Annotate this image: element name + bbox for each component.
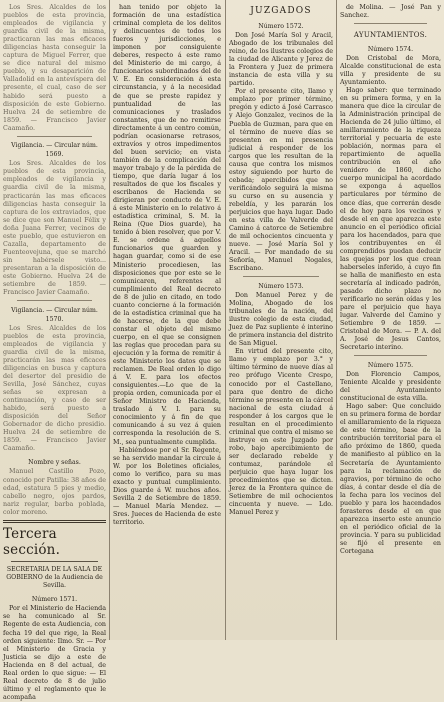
- section-rule: [3, 520, 106, 524]
- section-heading: JUZGADOS: [250, 6, 312, 16]
- notice-text: Por el Ministerio de Hacienda se ha comunicado al Sr. Regente de esta Audiencia, con fecha 19 del que rige, la Real orden siguiente: Ilmo. Sr. — Por el Ministerio de Gracia y Justicia se dijo a este de Hacienda en 8 del actual, de Real orden lo que sigue: — El Real decreto de 8 de julio último y el reglamento que le acompaña: [3, 605, 106, 701]
- notice-text: Don Florencio Campos, Teniente Alcalde y presidente del Ayuntamiento constitucional de esta villa.: [340, 371, 441, 403]
- notice-text: Los Sres. Alcaldes de los pueblos de esta provincia, empleados de vigilancia y guardia civil de la misma, practicarán las mas eficaces diligencias hasta conseguir la captura de los extraviados, que se dice que son Manuel Félix y doña Juana Ferrer, vecinos de este pueblo, que estuvieron en Cazalla, departamento de Fuenteovejuna, que se marchó sin habérsele visto... presentaran a la disposición de este Gobierno. Huelva 24 de setiembre de 1859. — Francisco Javier Caamaño.: [3, 160, 106, 297]
- notice-number: Número 1571.: [31, 596, 78, 604]
- notice-text: de Molina. — José Pan y Sanchez.: [340, 4, 441, 20]
- section-title: Tercera sección.: [3, 526, 61, 559]
- notice-text: Don Manuel Perez y de Molina, Abogado de los tribunales de la nación, del ilustre colegio de esta ciudad, Juez de Paz supliente é interino de primera instancia del distrito de San Miguel.: [229, 292, 333, 348]
- column-divider: [225, 0, 226, 640]
- circular-title: Vigilancia. — Circular núm. 1569.: [11, 142, 98, 159]
- notice-text: han tenido por objeto la formación de una estadística criminal completa de los delitos y delincuentes de todos los fueros y jurisdicciones, e imponen por consiguiente deberes, respecto á este ramo del Ministerio de mi cargo, á funcionarios subordinados del de V. E. En consideración á esta circunstancia, y á la necesidad de que se preste rapidez y puntualidad de las comunicaciones y traslados constantes, que de no remitirse directamente á un centro común, podrían ocasionarse retrasos, extravíos y otros impedimentos del buen servicio; en vista también de la complicación del mayor trabajo y de la pérdida de tiempo, que daría lugar á los resultados de que los fiscales y escribanos de Hacienda se dirigieran por conducto de V. E. á este Ministerio en lo relativo á estadística criminal, S. M. la Reina (Que Dios guarde), ha tenido á bien resolver, que por V. E. se ordene á aquellos funcionarios que guarden y hagan guardar, como si de ese Ministerio procediesen, las disposiciones que por este se le comunicaren, referentes al cumplimiento del Real decreto de 8 de julio en citado, en todo cuanto concierne á la formación de la estadística criminal que ha de hacerse, de la que debe constar el objeto del mismo cuerpo, en el que se consignen las reglas que procedan para su ejecución y la forma de remitir á este Ministerio los datos que se reclamen. De Real orden lo digo á V. E. para los efectos consiguientes.—Lo que de la propia orden, comunicada por el Señor Ministro de Hacienda, traslado á V. I. para su conocimiento y á fin de que comunicando á su vez á quien corresponda la resolución de S. M., sea puntualmente cumplida.: [113, 4, 221, 446]
- notice-text: Hago saber: Que concluido en su primera forma de bordar el amillaramiento de la riqueza de este término, base de la contribución territorial para el año próximo de 1860, queda de manifiesto al público en la Secretaría de Ayuntamiento para la reclamación de agravios, por término de ocho días, á contar desde el día de la fecha para los vecinos del pueblo y para los hacendados forasteros desde el en que aparezca inserto este anuncio en el periódico oficial de la provincia. Y para su publicidad se fijó el presente en Cortegana: [340, 403, 441, 556]
- separator: [17, 300, 92, 301]
- notice-text: Manuel Castillo Pozo, conocido por Patilla: 38 años de edad, estatura 5 pies y medio, cabello negro, ojos pardos, nariz regular, barba poblada, color moreno.: [3, 468, 106, 516]
- circular-title: Vigilancia. — Circular núm. 1570.: [11, 306, 98, 323]
- notice-text: Hago saber: que terminado en su primera forma, y en la manera que dice la circular de la Administración principal de Hacienda de 24 julio último, el amillaramiento de la riqueza territorial y pecuaria de este población, normas para el repartimiento de aquella contribución en el año venidero de 1860, dicho cuerpo municipal ha acordado se exponga á aquellos particulares por término de once días, que correrán desde el de hoy para los vecinos y desde el en que aparezca este anuncio en el periódico oficial para los hacendados, para que los contribuyentes en él comprendidos puedan deducir las quejas por los que crean haberseles inferido, á cuyo fin se halla de manifiesto en esta secretaría al indicado padrón, pasado dicho plazo no verificarlo no serán oídas y les pare el perjuicio que haya lugar. Valverde del Camino y Setiembre 9 de 1859. — Cristobal de Mora. — P. A. del A. José de Jesus Cantos, Secretario interino.: [340, 86, 441, 352]
- notice-text: Los Sres. Alcaldes de los pueblos de esta provincia, empleados de vigilancia y guardia civil de la misma, practicarán las mas eficaces diligencias en busca y captura del desertor del presidio de Sevilla, José Sánchez, cuyas señas se expresan a continuación, y caso de ser habido, será puesto a disposición del Señor Gobernador de dicho presidio. Huelva 24 de setiembre de 1859. — Francisco Javier Caamaño.: [3, 324, 106, 453]
- column-divider: [336, 0, 337, 640]
- notice-text: Don José María Sol y Aracil, Abogado de los tribunales del reino, de los ilustres colegios de la ciudad de Alicante y Jerez de la Frontera y Juez de primera instancia de esta villa y su partido.: [229, 32, 333, 88]
- secretaria-title: SECRETARIA DE LA SALA DE GOBIERNO de la Audiencia de Sevilla.: [6, 566, 103, 590]
- separator: [11, 561, 98, 562]
- section-heading: AYUNTAMIENTOS.: [353, 30, 428, 39]
- separator: [354, 23, 427, 24]
- column-1: [3, 4, 106, 701]
- notice-number: Número 1574.: [367, 45, 414, 53]
- column-divider: [109, 0, 110, 640]
- column-4: [340, 4, 441, 636]
- notice-text: Los Sres. Alcaldes de los pueblos de esta provincia, empleados de vigilancia y guardia civil de la misma, practicaran las mas eficaces diligencias hasta conseguir la captura de Miguel Ferrer, que se dice natural del mismo pueblo, y su desaparición de Valladolid en la antevíspera del presente, el cual, caso de ser habido será puesto a disposición de este Gobierno. Huelva 24 de setiembre de 1859. — Francisco Javier Caamaño.: [3, 4, 106, 132]
- column-3: [229, 4, 333, 636]
- notice-text: En virtud del presente cito, llamo y emplazo por 3.° y último término de nueve días al reo prófugo Vicente Crespo, conocido por el Castellano, para que dentro de dicho término se presente en la cárcel nacional de esta ciudad á responder á los cargos que le resultan en el procedimiento criminal que contra el mismo se instruye en este Juzgado por robo, bajo apercibimiento de ser declarado rebelde y contumaz, parándole el perjuicio que haya lugar los procedimientos que se dicten. Jerez de la Frontera quince de Setiembre de mil ochocientos cincuenta y nueve. — Ldo. Manuel Perez y: [229, 348, 333, 517]
- separator: [243, 276, 319, 277]
- separator: [17, 136, 92, 137]
- notice-number: Número 1572.: [258, 23, 304, 30]
- notice-text: Don Cristobal de Mora, Alcalde constitucional de esta villa y presidente de su Ayuntamiento.: [340, 54, 441, 86]
- separator: [354, 355, 427, 356]
- notice-number: Número 1573.: [258, 283, 304, 290]
- notice-text: Habiéndose por el Sr. Regente, se ha servido mandar la circule á W. por los Boletines oficiales, como lo verifico, para su mas exacto y puntual cumplimiento. Dios guarde á W. muchos años. Sevilla 2 de Setiembre de 1859. — Manuel María Mendez. — Sres. Jueces de Hacienda de este territorio.: [113, 446, 221, 526]
- notice-number: Número 1575.: [367, 362, 414, 370]
- notice-text: Por el presente cito, llamo y emplazo por primer término, pregón y edicto á José Carrasco y Alejo Gonzalez, vecinos de la Puebla de Guzman, para que en el término de nueve días se presenten en mi presencia judicial á responder de los cargos que les resultan de la causa que contra los mismos estoy siguiendo por hurto de cebada; apercibidos que no verificándolo seguirá la misma su curso en su ausencia y rebeldía, y les pararán los perjuicios que haya lugar. Dado en esta villa de Valverde del Camino á catorce de Setiembre de mil ochocientos cincuenta y nueve. — José María Sol y Aracil. — Por mandado de su Señoría, Manuel Nogales, Escribano.: [229, 88, 333, 273]
- senas-title: Nombre y señas.: [28, 459, 81, 467]
- column-2: [113, 4, 221, 636]
